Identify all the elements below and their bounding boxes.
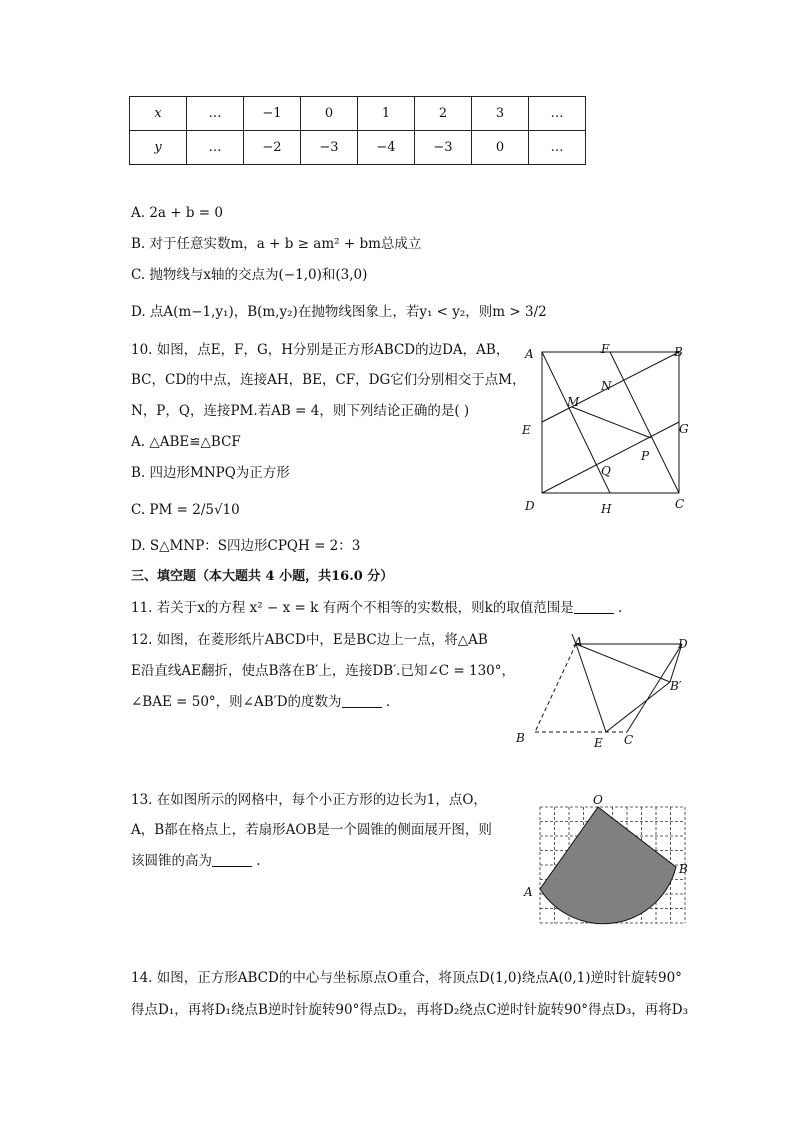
table-cell: …: [187, 97, 244, 131]
label-b-prime: B′: [670, 679, 682, 693]
label-b: B: [516, 731, 525, 745]
table-cell: y: [130, 131, 187, 165]
label-n: N: [601, 379, 612, 393]
q13-stem-line1: 13. 在如图所示的网格中，每个小正方形的边长为1，点O，: [131, 792, 487, 808]
table-cell: …: [187, 131, 244, 165]
segment-dg: [542, 422, 679, 493]
label-f: F: [601, 342, 610, 356]
q13-stem-line2: A，B都在格点上，若扇形AOB是一个圆锥的侧面展开图，则: [131, 822, 492, 838]
q14-stem-line1: 14. 如图，正方形ABCD的中心与坐标原点O重合，将顶点D(1,0)绕点A(0,1)逆时针旋转90°: [131, 970, 682, 986]
label-p: P: [641, 449, 650, 463]
table-cell: 1: [358, 97, 415, 131]
q14-stem-line2: 得点D₁，再将D₁绕点B逆时针旋转90°得点D₂，再将D₂绕点C逆时针旋转90°得点D₃，再将D₃: [131, 1002, 689, 1018]
q10-stem-line2: BC，CD的中点，连接AH，BE，CF，DG它们分别相交于点M，: [131, 372, 526, 388]
label-a: A: [525, 347, 534, 361]
label-a: A: [574, 635, 583, 649]
answer-blank: [212, 852, 252, 867]
q13-stem-line3: 该圆锥的高为 .: [131, 853, 261, 869]
segment-eb-prime: [606, 682, 670, 732]
q10-option-d: D. S△MNP：S四边形CPQH = 2：3: [131, 538, 361, 554]
value-table: [129, 96, 586, 165]
q10-square-figure: [515, 340, 695, 520]
answer-blank: [342, 693, 382, 708]
table-cell: −4: [358, 131, 415, 165]
label-m: M: [567, 395, 580, 409]
label-c: C: [624, 733, 634, 747]
q12-stem-line3: ∠BAE = 50°，则∠AB′D的度数为 .: [131, 694, 391, 710]
table-cell: …: [529, 131, 586, 165]
q13-grid-sector-figure: [520, 792, 695, 932]
label-b: B: [674, 345, 683, 359]
sector-aob: [540, 807, 676, 924]
q11-stem: 11. 若关于x的方程 x² − x = k 有两个不相等的实数根，则k的取值范围是 .: [131, 600, 623, 616]
q9-option-a: A. 2a + b = 0: [131, 205, 223, 221]
q9-option-c: C. 抛物线与x轴的交点为(−1,0)和(3,0): [131, 267, 368, 283]
table-cell: −3: [415, 131, 472, 165]
label-a: A: [524, 885, 533, 899]
segment-ah: [542, 352, 610, 493]
q12-text: ∠BAE = 50°，则∠AB′D的度数为: [131, 694, 342, 710]
table-cell: …: [529, 97, 586, 131]
side-ab: [535, 644, 576, 732]
table-cell: −1: [244, 97, 301, 131]
table-cell: 0: [472, 131, 529, 165]
table-cell: 2: [415, 97, 472, 131]
answer-blank: [574, 599, 614, 614]
section-header: 三、填空题（本大题共 4 小题，共16.0 分）: [131, 569, 394, 584]
table-cell: 3: [472, 97, 529, 131]
table-cell: x: [130, 97, 187, 131]
q10-option-c: C. PM = 2/5√10: [131, 502, 240, 518]
label-e: E: [522, 423, 531, 437]
q12-stem-line1: 12. 如图，在菱形纸片ABCD中，E是BC边上一点，将△AB: [131, 632, 488, 648]
label-d: D: [678, 637, 688, 651]
label-b: B: [679, 862, 688, 876]
q12-rhombus-figure: [510, 630, 700, 755]
label-h: H: [601, 502, 612, 516]
label-o: O: [593, 793, 603, 807]
table-row: [130, 97, 586, 131]
label-q: Q: [601, 464, 611, 478]
label-g: G: [679, 422, 689, 436]
q13-text: 该圆锥的高为: [131, 853, 212, 869]
q12-stem-line2: E沿直线AE翻折，使点B落在B′上，连接DB′.已知∠C = 130°，: [131, 663, 516, 679]
label-d: D: [525, 499, 535, 513]
segment-ab-prime: [576, 644, 670, 682]
q10-option-b: B. 四边形MNPQ为正方形: [131, 465, 290, 481]
q10-stem-line3: N，P，Q，连接PM.若AB = 4，则下列结论正确的是( ): [131, 403, 470, 419]
label-e: E: [594, 736, 603, 750]
q11-text: 11. 若关于x的方程 x² − x = k 有两个不相等的实数根，则k的取值范围是: [131, 600, 574, 616]
table-row: [130, 131, 586, 165]
q10-option-a: A. △ABE≌△BCF: [131, 434, 241, 450]
label-c: C: [675, 497, 685, 511]
segment-ae: [576, 644, 606, 732]
table-cell: −3: [301, 131, 358, 165]
table-cell: 0: [301, 97, 358, 131]
q10-stem-line1: 10. 如图，点E，F，G，H分别是正方形ABCD的边DA，AB，: [131, 342, 510, 358]
q9-option-d: D. 点A(m−1,y₁)，B(m,y₂)在抛物线图象上，若y₁ < y₂，则m > 3/2: [131, 304, 547, 320]
segment-cf: [610, 352, 679, 493]
q9-option-b: B. 对于任意实数m，a + b ≥ am² + bm总成立: [131, 236, 422, 252]
table-cell: −2: [244, 131, 301, 165]
